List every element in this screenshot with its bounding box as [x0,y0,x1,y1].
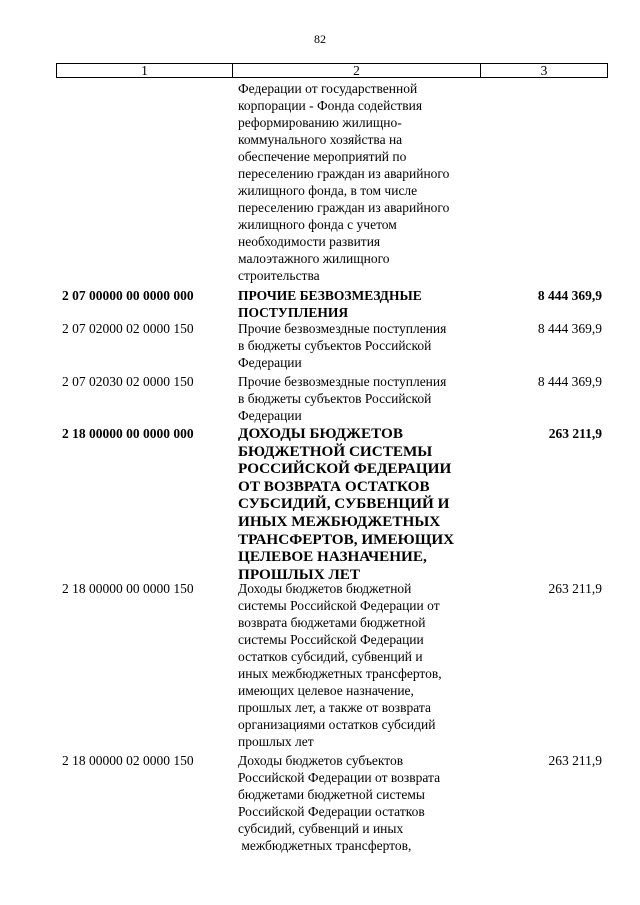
column-header-1: 1 [57,64,233,77]
row-name: Прочие безвозмездные поступления в бюджеты субъектов Российской Федерации [238,321,447,370]
row-amount: 263 211,9 [548,753,602,768]
row-name: Федерации от государственной корпорации - Фонда содействия реформированию жилищно- коммунального хозяйства на обеспечение мероприятий по переселению граждан из аварийного жилищного фонда, в том числе переселению граждан из аварийного жилищного фонда с учетом необходимости развития малоэтажного жилищного строительства [238,81,450,283]
page-number: 82 [314,32,326,46]
row-amount: 263 211,9 [548,581,602,596]
row-name: ПРОЧИЕ БЕЗВОЗМЕЗДНЫЕ ПОСТУПЛЕНИЯ [238,288,422,320]
row-code: 2 07 02000 02 0000 150 [62,321,194,336]
row-code: 2 18 00000 00 0000 000 [62,426,194,441]
row-code: 2 07 02030 02 0000 150 [62,374,194,389]
row-code: 2 18 00000 00 0000 150 [62,581,194,596]
column-header-3: 3 [540,63,548,78]
row-code: 2 07 00000 00 0000 000 [62,288,194,303]
column-header-2: 2 [233,64,481,77]
row-code: 2 18 00000 02 0000 150 [62,753,194,768]
row-amount: 8 444 369,9 [537,321,602,336]
row-amount: 8 444 369,9 [537,288,602,303]
row-name: Доходы бюджетов бюджетной системы Российской Федерации от возврата бюджетами бюджетной системы Российской Федерации остатков субсидий, субвенций и иных межбюджетных трансфертов, имеющих целевое назначение, прошлых лет, а также от возврата организациями остатков субсидий прошлых лет [238,581,442,749]
row-name: Прочие безвозмездные поступления в бюджеты субъектов Российской Федерации [238,374,447,423]
row-name: ДОХОДЫ БЮДЖЕТОВ БЮДЖЕТНОЙ СИСТЕМЫ РОССИЙСКОЙ ФЕДЕРАЦИИ ОТ ВОЗВРАТА ОСТАТКОВ СУБСИДИЙ, СУБВЕНЦИЙ И ИНЫХ МЕЖБЮДЖЕТНЫХ ТРАНСФЕРТОВ, ИМЕЮЩИХ ЦЕЛЕВОЕ НАЗНАЧЕНИЕ, ПРОШЛЫХ ЛЕТ [238,425,455,583]
row-amount: 8 444 369,9 [537,374,602,389]
row-name: Доходы бюджетов субъектов Российской Федерации от возврата бюджетами бюджетной системы Российской Федерации остатков субсидий, субвенций и иных межбюджетных трансфертов, [238,753,441,853]
row-amount: 263 211,9 [548,426,602,441]
